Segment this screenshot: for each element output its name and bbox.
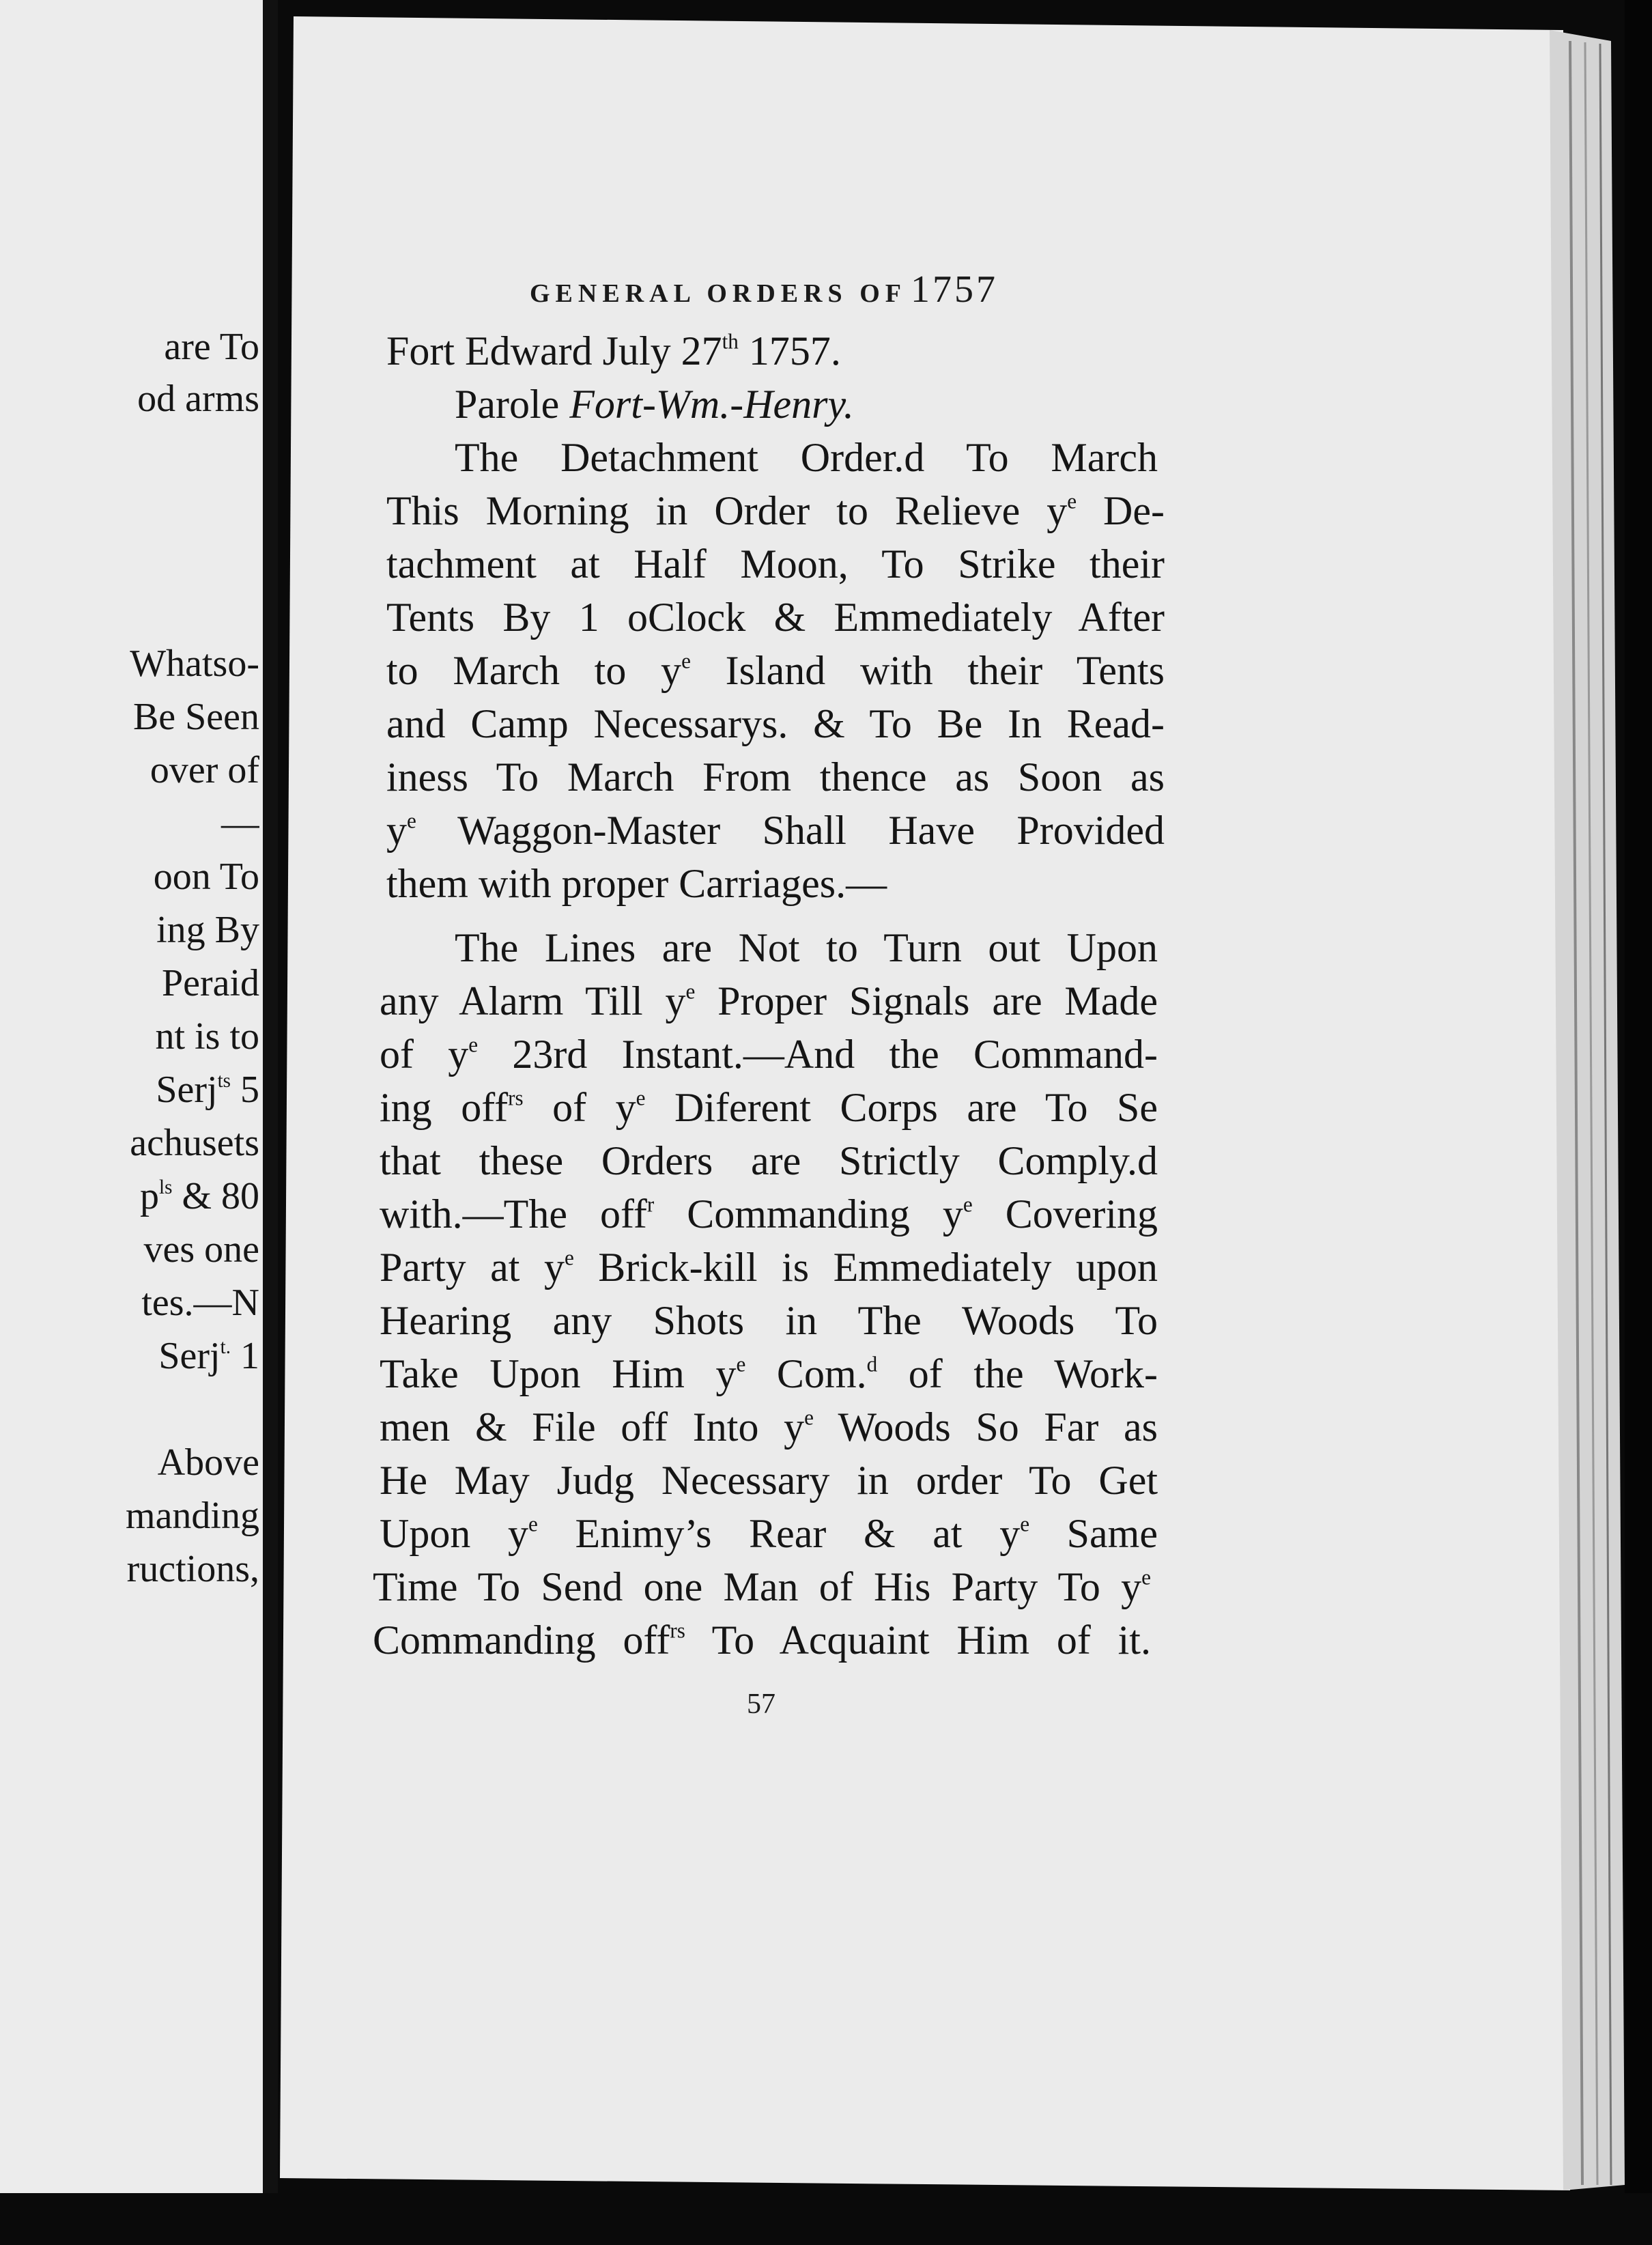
text-line: Commanding off$^{rs}$ To Acquaint Him of it.	[373, 1618, 1151, 1663]
left-line: od arms	[137, 378, 259, 420]
running-head-year: 1757	[910, 268, 998, 311]
left-line: over of	[149, 749, 259, 791]
parole-word: Fort-Wm.-Henry.	[569, 382, 854, 427]
text-line: Time To Send one Man of His Party To $y^e$	[373, 1564, 1151, 1609]
left-line: Peraid	[161, 962, 259, 1004]
text-line: tachment at Half Moon, To Strike their	[386, 541, 1165, 587]
left-line: $p^{ls}$ & 80	[140, 1175, 259, 1217]
left-line: ing By	[156, 909, 259, 951]
left-line: Serj$^{ts}$ 5	[156, 1069, 259, 1111]
left-line: ructions,	[126, 1548, 259, 1590]
text-line: of $y^e$ 23rd Instant.—And the Command-	[380, 1032, 1158, 1077]
text-line: with.—The off$^r$ Commanding $y^e$ Covering	[380, 1191, 1158, 1237]
text-line: Upon $y^e$ Enimy’s Rear & at $y^e$ Same	[380, 1511, 1158, 1556]
text-line: The Lines are Not to Turn out Upon	[455, 925, 1158, 970]
entry-heading: Fort Edward July 27th 1757.	[386, 328, 841, 373]
left-line: nt is to	[155, 1015, 259, 1058]
text-line: He May Judg Necessary in order To Get	[380, 1458, 1158, 1503]
left-line: achusets	[130, 1122, 259, 1164]
left-line: Serj$^{t.}$ 1	[158, 1335, 259, 1377]
text-line: to March to $y^e$ Island with their Tents	[386, 648, 1165, 693]
text-line: ing off$^{rs}$ of $y^e$ Diferent Corps are To Se	[380, 1085, 1158, 1130]
left-line: Be Seen	[132, 696, 259, 738]
text-line: This Morning in Order to Relieve $y^e$ De-	[386, 488, 1165, 533]
left-line: manding	[126, 1495, 259, 1537]
text-line: Tents By 1 oClock & Emmediately After	[386, 595, 1165, 640]
text-line: iness To March From thence as Soon as	[386, 754, 1165, 800]
text-line: Take Upon Him $y^e$ Com.$^d$ of the Work-	[380, 1351, 1158, 1396]
text-line: The Detachment Order.d To March	[455, 435, 1158, 480]
left-line: ves one	[143, 1228, 259, 1271]
left-line: are To	[164, 326, 259, 368]
left-line: oon To	[153, 856, 259, 898]
text-line: them with proper Carriages.—	[386, 861, 887, 906]
text-line: that these Orders are Strictly Comply.d	[380, 1138, 1158, 1183]
left-line: Above	[157, 1441, 259, 1484]
left-line: Whatso-	[130, 643, 259, 685]
text-line: and Camp Necessarys. & To Be In Read-	[386, 701, 1165, 746]
text-line: men & File off Into $y^e$ Woods So Far as	[380, 1404, 1158, 1450]
text-line: Party at $y^e$ Brick-kill is Emmediately upon	[380, 1245, 1158, 1290]
running-head: GENERAL ORDERS OF 1757	[530, 268, 998, 311]
text-line: any Alarm Till $y^e$ Proper Signals are Made	[380, 978, 1158, 1023]
text-line: $y^e$ Waggon-Master Shall Have Provided	[386, 808, 1165, 853]
text-line: Hearing any Shots in The Woods To	[380, 1298, 1158, 1343]
page-number: 57	[747, 1689, 775, 1720]
parole-line: Parole Fort-Wm.-Henry.	[455, 382, 854, 427]
left-line: —	[221, 802, 259, 845]
left-line: tes.—N	[141, 1282, 259, 1324]
